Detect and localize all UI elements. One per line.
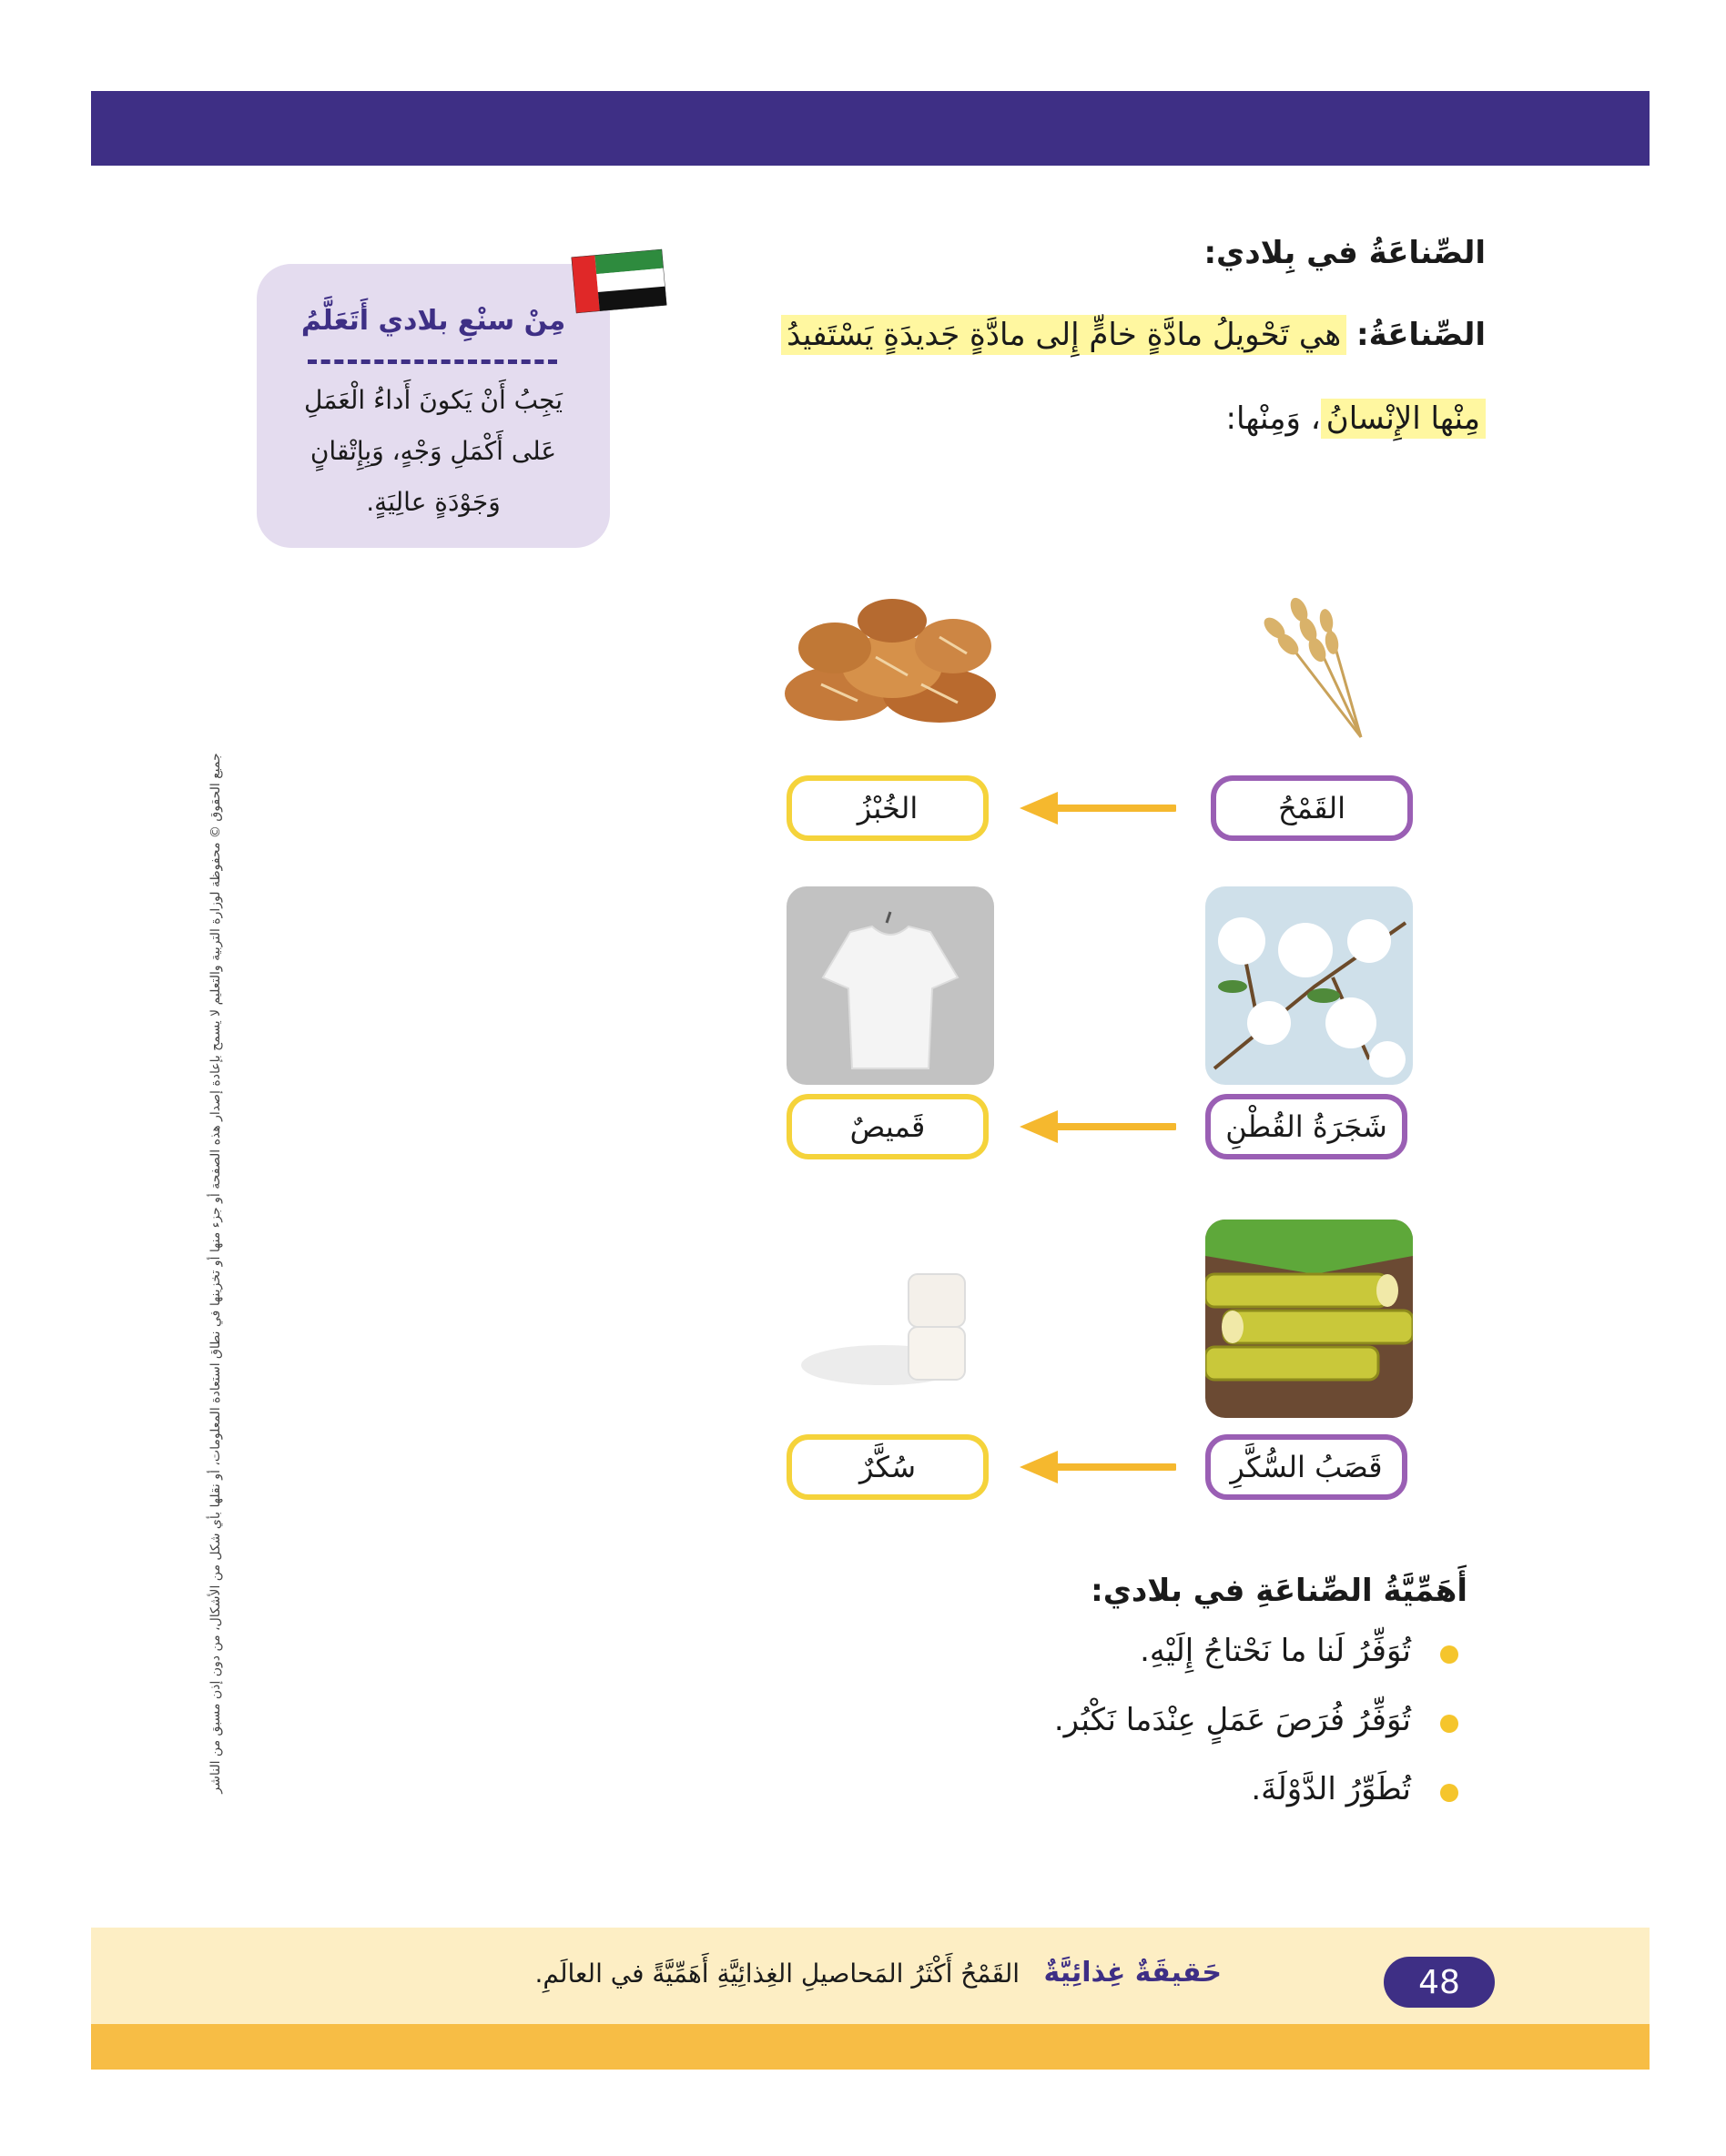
section-title: الصِّناعَةُ في بِلادي: xyxy=(1203,235,1486,271)
footer-bar xyxy=(91,2024,1650,2070)
callout-text xyxy=(273,375,594,528)
definition-line-1 xyxy=(666,317,1486,353)
fact-label: حَقيقَةٌ غِذائِيَّةٌ xyxy=(1043,1957,1222,1989)
callout-line: عَلى أَكْمَلِ وَجْهٍ، وَبِإِتْقانٍ xyxy=(310,436,557,466)
page-number: 48 xyxy=(1384,1957,1495,2008)
callout-line: وَجَوْدَةٍ عالِيَةٍ. xyxy=(366,487,501,517)
fact-text: القَمْحُ أَكْثَرُ المَحاصيلِ الغِذائِيَّةِ أَهَمِّيَّةً في العالَمِ. xyxy=(534,1959,1020,1989)
raw-label-cotton: شَجَرَةُ القُطْنِ xyxy=(1205,1094,1407,1159)
sugarcane-icon xyxy=(1205,1220,1413,1418)
arrow-left-icon xyxy=(1020,1449,1176,1485)
importance-item: تُطَوِّرُ الدَّوْلَةَ. xyxy=(1251,1771,1411,1807)
bread-image xyxy=(785,593,1000,730)
bullet-icon xyxy=(1440,1715,1458,1733)
definition-text: هي تَحْويلُ مادَّةٍ خامٍّ إِلى مادَّةٍ جَديدَةٍ يَسْتَفيدُ xyxy=(781,315,1346,355)
callout-divider xyxy=(308,359,557,364)
shirt-image xyxy=(787,886,994,1085)
cotton-icon xyxy=(1205,886,1413,1085)
wheat-image xyxy=(1234,582,1379,746)
definition-highlight: مِنْها الإِنْسانُ xyxy=(1321,399,1486,439)
importance-title: أَهَمِّيَّةُ الصِّناعَةِ في بلادي: xyxy=(1091,1573,1467,1609)
uae-flag-icon xyxy=(571,249,666,313)
shirt-icon xyxy=(787,886,994,1085)
callout-title: مِنْ سنْعِ بلادي أَتَعَلَّمُ xyxy=(300,305,566,337)
product-label-sugar: سُكَّرٌ xyxy=(787,1434,989,1500)
callout-line: يَجِبُ أَنْ يَكونَ أَداءُ الْعَمَلِ xyxy=(304,385,563,415)
bullet-icon xyxy=(1440,1645,1458,1664)
definition-rest: ، وَمِنْها: xyxy=(1225,400,1321,437)
cotton-image xyxy=(1205,886,1413,1085)
top-banner xyxy=(91,91,1650,166)
raw-label-sugarcane: قَصَبُ السُّكَّرِ xyxy=(1205,1434,1407,1500)
importance-item: تُوَفِّرُ فُرَصَ عَمَلٍ عِنْدَما نَكْبُر. xyxy=(1053,1702,1411,1738)
arrow-left-icon xyxy=(1020,1108,1176,1145)
importance-item: تُوَفِّرُ لَنا ما نَحْتاجُ إِلَيْهِ. xyxy=(1140,1633,1411,1669)
product-label-shirt: قَميصٌ xyxy=(787,1094,989,1159)
raw-label-wheat: القَمْحُ xyxy=(1211,775,1413,841)
bullet-icon xyxy=(1440,1784,1458,1802)
copyright-note: جميع الحقوق © محفوظة لوزارة التربية والتعليم لا يسمح بإعادة إصدار هذه الصفحة أو جزء منها أو تخزينها في نطاق استعادة المعلومات، أو نقلها بأي شكل من الأشكال، من دون إذن مسبق من الناشر xyxy=(208,753,223,1794)
definition-term: الصِّناعَةُ: xyxy=(1355,317,1486,353)
definition-line-2 xyxy=(666,400,1486,437)
sugarcane-image xyxy=(1205,1220,1413,1418)
sugar-image xyxy=(801,1247,992,1392)
product-label-bread: الخُبْزُ xyxy=(787,775,989,841)
arrow-left-icon xyxy=(1020,790,1176,826)
